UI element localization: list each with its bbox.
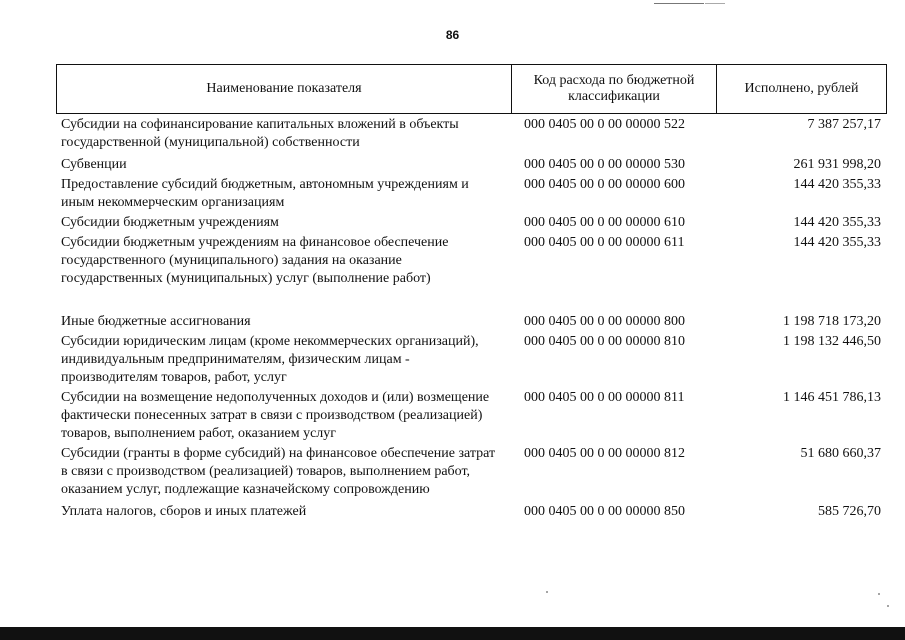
- row-code: 000 0405 00 0 00 00000 812: [524, 446, 685, 461]
- table-row: [61, 116, 881, 152]
- row-code: 000 0405 00 0 00 00000 600: [524, 177, 685, 192]
- table-row: [61, 503, 881, 521]
- table-row: [61, 313, 881, 331]
- table-body: [61, 116, 881, 521]
- table-row: [61, 234, 881, 288]
- table-row: [61, 214, 881, 232]
- row-code: 000 0405 00 0 00 00000 610: [524, 215, 685, 230]
- row-name: Субсидии (гранты в форме субсидий) на финансовое обеспечение затрат в связи с производством (реализацией) товаров, выполнением работ, оказанием услуг, подлежащие казначейскому сопровождению: [61, 446, 496, 497]
- table-row: [61, 156, 881, 174]
- row-name: Иные бюджетные ассигнования: [61, 314, 251, 329]
- row-code: 000 0405 00 0 00 00000 530: [524, 157, 685, 172]
- row-amount: 1 198 132 446,50: [783, 334, 881, 349]
- scan-speck: [878, 593, 880, 595]
- row-amount: 585 726,70: [818, 504, 881, 519]
- table-row: [61, 176, 881, 212]
- row-name: Субсидии на возмещение недополученных доходов и (или) возмещение фактически понесенных затрат в связи с производством (реализацией) товаров, выполнением работ, оказанием услуг: [61, 390, 490, 441]
- row-code: 000 0405 00 0 00 00000 850: [524, 504, 685, 519]
- row-name: Субсидии юридическим лицам (кроме некоммерческих организаций), индивидуальным предпринимателям, физическим лицам - производителям товаров, работ, услуг: [61, 334, 479, 385]
- row-code: 000 0405 00 0 00 00000 800: [524, 314, 685, 329]
- row-name: Субсидии бюджетным учреждениям: [61, 215, 279, 230]
- row-amount: 7 387 257,17: [807, 117, 881, 132]
- scan-speck: [546, 591, 548, 593]
- row-code: 000 0405 00 0 00 00000 522: [524, 117, 685, 132]
- row-amount: 1 146 451 786,13: [783, 390, 881, 405]
- header-code: Код расхода по бюджетной классификации: [511, 65, 716, 113]
- header-name: Наименование показателя: [206, 81, 362, 96]
- scan-mark: [654, 3, 704, 4]
- table-row: [61, 333, 881, 387]
- table-row: [61, 445, 881, 499]
- page-number: 86: [445, 28, 460, 42]
- row-amount: 144 420 355,33: [793, 215, 881, 230]
- row-name: Субсидии бюджетным учреждениям на финансовое обеспечение государственного (муниципального) задания на оказание государственных (муниципальных) услуг (выполнение работ): [61, 235, 449, 286]
- row-amount: 261 931 998,20: [793, 157, 881, 172]
- row-name: Субвенции: [61, 157, 127, 172]
- scan-mark: [705, 3, 725, 4]
- row-amount: 1 198 718 173,20: [783, 314, 881, 329]
- row-code: 000 0405 00 0 00 00000 611: [524, 235, 685, 250]
- row-name: Субсидии на софинансирование капитальных вложений в объекты государственной (муниципальной) собственности: [61, 117, 459, 150]
- row-name: Предоставление субсидий бюджетным, автономным учреждениям и иным некоммерческим организациям: [61, 177, 469, 210]
- row-amount: 51 680 660,37: [800, 446, 881, 461]
- table-header: [56, 64, 887, 114]
- row-amount: 144 420 355,33: [793, 177, 881, 192]
- row-code: 000 0405 00 0 00 00000 811: [524, 390, 685, 405]
- table-row: [61, 389, 881, 443]
- row-code: 000 0405 00 0 00 00000 810: [524, 334, 685, 349]
- row-name: Уплата налогов, сборов и иных платежей: [61, 504, 307, 519]
- scan-bottom-edge: [0, 627, 905, 640]
- row-amount: 144 420 355,33: [793, 235, 881, 250]
- header-amount: Исполнено, рублей: [716, 65, 886, 113]
- scan-speck: [887, 605, 889, 607]
